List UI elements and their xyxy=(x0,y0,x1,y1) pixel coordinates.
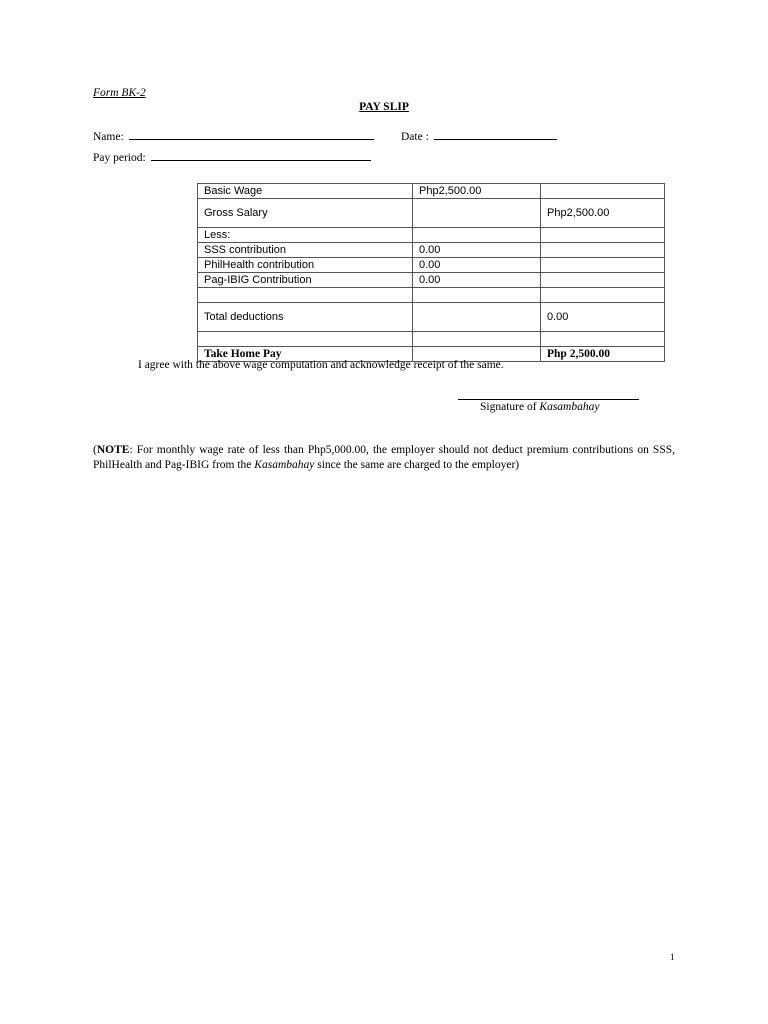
pay-period-field-row xyxy=(93,149,371,164)
name-blank-line[interactable] xyxy=(129,128,374,140)
pay-period-blank-line[interactable] xyxy=(151,149,371,161)
table-row xyxy=(198,199,665,228)
row-total xyxy=(541,273,665,288)
table-row xyxy=(198,288,665,303)
signature-label xyxy=(480,401,599,413)
pay-period-label: Pay period: xyxy=(93,152,146,164)
row-total xyxy=(541,288,665,303)
note-kasambahay: Kasambahay xyxy=(254,458,315,471)
row-label xyxy=(198,332,413,347)
row-label: Total deductions xyxy=(198,303,413,332)
row-label: Gross Salary xyxy=(198,199,413,228)
row-amount: 0.00 xyxy=(413,258,541,273)
table-row xyxy=(198,243,665,258)
row-label: Pag-IBIG Contribution xyxy=(198,273,413,288)
row-label: Take Home Pay xyxy=(198,347,413,362)
row-amount xyxy=(413,228,541,243)
row-amount: 0.00 xyxy=(413,273,541,288)
document-title: PAY SLIP xyxy=(359,101,409,113)
note-open-paren: ( xyxy=(93,444,97,456)
row-label: SSS contribution xyxy=(198,243,413,258)
row-amount xyxy=(413,288,541,303)
row-total xyxy=(541,228,665,243)
row-total xyxy=(541,258,665,273)
name-field-row xyxy=(93,128,374,143)
row-total: 0.00 xyxy=(541,303,665,332)
note-heading: NOTE xyxy=(96,444,130,456)
signature-prefix: Signature of xyxy=(480,401,537,413)
signature-line[interactable] xyxy=(458,399,639,400)
row-total xyxy=(541,332,665,347)
row-amount xyxy=(413,332,541,347)
table-row xyxy=(198,303,665,332)
row-amount xyxy=(413,199,541,228)
row-label: PhilHealth contribution xyxy=(198,258,413,273)
page-number: 1 xyxy=(670,952,675,962)
date-blank-line[interactable] xyxy=(434,128,557,140)
row-total xyxy=(541,184,665,199)
table-row xyxy=(198,184,665,199)
row-amount: Php2,500.00 xyxy=(413,184,541,199)
table-row xyxy=(198,228,665,243)
note-text-part1: : For monthly wage rate of less than Php5,000.00, the employer should not deduct premium contributions on SSS, PhilHealth and Pag-IBIG from the xyxy=(93,444,675,471)
date-label: Date : xyxy=(401,131,429,143)
note-paragraph xyxy=(93,443,675,472)
table-row xyxy=(198,273,665,288)
name-label: Name: xyxy=(93,131,124,143)
row-total: Php2,500.00 xyxy=(541,199,665,228)
note-text-part2: since the same are charged to the employer) xyxy=(317,458,520,471)
agreement-statement: I agree with the above wage computation and acknowledge receipt of the same. xyxy=(138,359,504,371)
table-row xyxy=(198,332,665,347)
row-label: Less: xyxy=(198,228,413,243)
date-field-row xyxy=(401,128,557,143)
signature-role: Kasambahay xyxy=(539,401,600,413)
pay-computation-table xyxy=(197,183,665,362)
row-label xyxy=(198,288,413,303)
row-total: Php 2,500.00 xyxy=(541,347,665,362)
row-label: Basic Wage xyxy=(198,184,413,199)
row-amount xyxy=(413,303,541,332)
row-total xyxy=(541,243,665,258)
row-amount: 0.00 xyxy=(413,243,541,258)
form-id: Form BK-2 xyxy=(93,87,146,99)
table-row xyxy=(198,258,665,273)
